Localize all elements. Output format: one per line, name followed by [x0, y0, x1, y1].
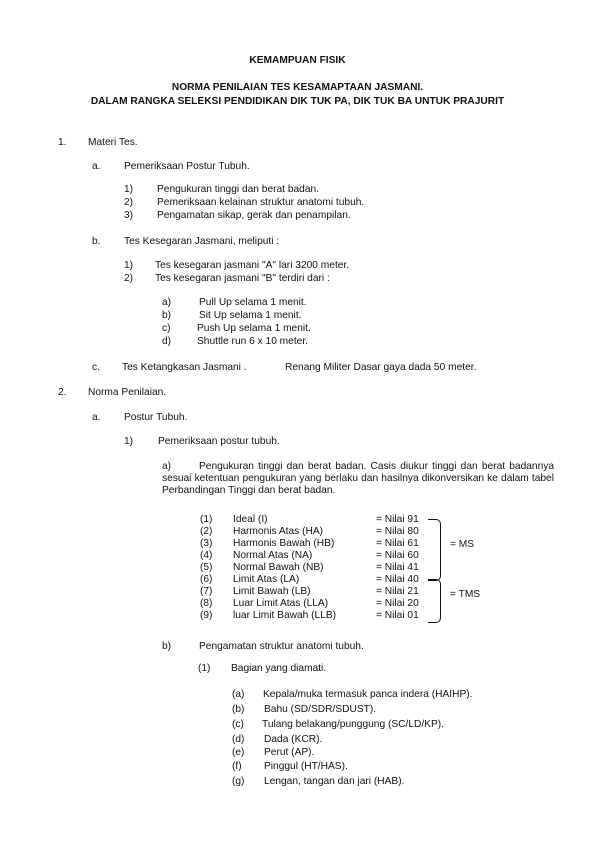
- body-part-letter: (b): [232, 704, 245, 715]
- list-item-number: 2): [124, 273, 134, 284]
- section-2a-label: a.: [92, 412, 101, 423]
- section-1-title: Materi Tes.: [88, 137, 138, 148]
- paragraph-b-label: b): [162, 641, 172, 652]
- table-row-number: (5): [200, 562, 213, 573]
- section-1b-title: Tes Kesegaran Jasmani, meliputi :: [124, 236, 280, 247]
- body-part-text: Perut (AP).: [264, 747, 315, 758]
- sub-item-text: Pull Up selama 1 menit.: [199, 297, 307, 308]
- table-row-value: = Nilai 40: [376, 574, 419, 585]
- table-row-value: = Nilai 61: [376, 538, 419, 549]
- ms-label: = MS: [450, 539, 475, 550]
- sub-item-text: Push Up selama 1 menit.: [197, 323, 311, 334]
- table-row-category: Normal Atas (NA): [233, 550, 313, 561]
- section-2a-title: Postur Tubuh.: [124, 412, 188, 423]
- table-row-number: (2): [200, 526, 213, 537]
- body-part-letter: (d): [232, 734, 245, 745]
- section-1a-title: Pemeriksaan Postur Tubuh.: [124, 161, 250, 172]
- section-1a-label: a.: [92, 161, 101, 172]
- table-row-category: Limit Bawah (LB): [233, 586, 311, 597]
- body-part-text: Dada (KCR).: [264, 734, 323, 745]
- body-part-letter: (f): [232, 761, 242, 772]
- table-row-number: (7): [200, 586, 213, 597]
- list-item-text: Pengamatan sikap, gerak dan penampilan.: [157, 210, 351, 221]
- body-part-text: Bahu (SD/SDR/SDUST).: [264, 704, 377, 715]
- section-1c-label: c.: [92, 362, 100, 373]
- tms-bracket: [428, 579, 441, 623]
- table-row-value: = Nilai 41: [376, 562, 419, 573]
- table-row-category: Luar Limit Atas (LLA): [233, 598, 329, 609]
- section-2-number: 2.: [58, 387, 67, 398]
- sub-item-letter: b): [162, 310, 172, 321]
- body-part-letter: (c): [232, 719, 244, 730]
- table-row-number: (1): [200, 514, 213, 525]
- sub-item-text: Shuttle run 6 x 10 meter.: [197, 336, 308, 347]
- document-subtitle-2: DALAM RANGKA SELEKSI PENDIDIKAN DIK TUK PA, DIK TUK BA UNTUK PRAJURIT: [90, 96, 505, 107]
- table-row-number: (6): [200, 574, 213, 585]
- section-2-title: Norma Penilaian.: [88, 387, 167, 398]
- document-title: KEMAMPUAN FISIK: [249, 55, 346, 66]
- table-row-category: Harmonis Bawah (HB): [233, 538, 335, 549]
- table-row-value: = Nilai 20: [376, 598, 419, 609]
- section-1c-title: Tes Ketangkasan Jasmani .: [122, 362, 247, 373]
- list-item-number: 1): [124, 260, 134, 271]
- section-1b-label: b.: [92, 236, 101, 247]
- document-subtitle-1: NORMA PENILAIAN TES KESAMAPTAAN JASMANI.: [171, 82, 424, 93]
- item-title: Bagian yang diamati.: [231, 663, 327, 674]
- list-item-text: Pemeriksaan kelainan struktur anatomi tubuh.: [157, 197, 365, 208]
- table-row-category: Ideal (I): [233, 514, 268, 525]
- table-row-number: (3): [200, 538, 213, 549]
- subsection-title: Pemeriksaan postur tubuh.: [158, 436, 280, 447]
- sub-item-letter: d): [162, 336, 172, 347]
- table-row-value: = Nilai 80: [376, 526, 419, 537]
- section-1c-description: Renang Militer Dasar gaya dada 50 meter.: [285, 362, 477, 373]
- body-part-text: Kepala/muka termasuk panca indera (HAIHP).: [263, 689, 473, 700]
- body-part-text: Lengan, tangan dan jari (HAB).: [264, 776, 405, 787]
- table-row-category: Normal Bawah (NB): [233, 562, 324, 573]
- ms-bracket: [428, 519, 441, 581]
- table-row-value: = Nilai 01: [376, 610, 419, 621]
- sub-item-text: Sit Up selama 1 menit.: [199, 310, 302, 321]
- sub-item-letter: a): [162, 297, 172, 308]
- item-number: (1): [198, 663, 211, 674]
- list-item-number: 3): [124, 210, 134, 221]
- table-row-number: (4): [200, 550, 213, 561]
- list-item-text: Tes kesegaran jasmani "B" terdiri dari :: [155, 273, 330, 284]
- table-row-number: (8): [200, 598, 213, 609]
- body-part-text: Tulang belakang/punggung (SC/LD/KP).: [262, 719, 444, 730]
- list-item-text: Tes kesegaran jasmani "A" lari 3200 meter.: [155, 260, 350, 271]
- table-row-category: Limit Atas (LA): [233, 574, 300, 585]
- sub-item-letter: c): [162, 323, 171, 334]
- table-row-value: = Nilai 91: [376, 514, 419, 525]
- paragraph-a-label: a): [162, 461, 172, 472]
- subsection-number: 1): [124, 436, 134, 447]
- table-row-value: = Nilai 60: [376, 550, 419, 561]
- tms-label: = TMS: [450, 589, 481, 600]
- table-row-value: = Nilai 21: [376, 586, 419, 597]
- paragraph-a-text: Pengukuran tinggi dan berat badan. Casis diukur tinggi dan berat badannya sesuai ketentuan pengukuran yang berlaku dan hasilnya dikonversikan ke dalam tabel Perbandingan Tinggi dan berat badan.: [162, 461, 554, 497]
- section-1-number: 1.: [58, 137, 67, 148]
- list-item-number: 1): [124, 184, 134, 195]
- body-part-letter: (a): [232, 689, 245, 700]
- body-part-text: Pinggul (HT/HAS).: [264, 761, 348, 772]
- table-row-number: (9): [200, 610, 213, 621]
- table-row-category: luar Limit Bawah (LLB): [233, 610, 337, 621]
- body-part-letter: (g): [232, 776, 245, 787]
- table-row-category: Harmonis Atas (HA): [233, 526, 324, 537]
- body-part-letter: (e): [232, 747, 245, 758]
- paragraph-b-title: Pengamatan struktur anatomi tubuh.: [199, 641, 364, 652]
- list-item-text: Pengukuran tinggi dan berat badan.: [157, 184, 319, 195]
- list-item-number: 2): [124, 197, 134, 208]
